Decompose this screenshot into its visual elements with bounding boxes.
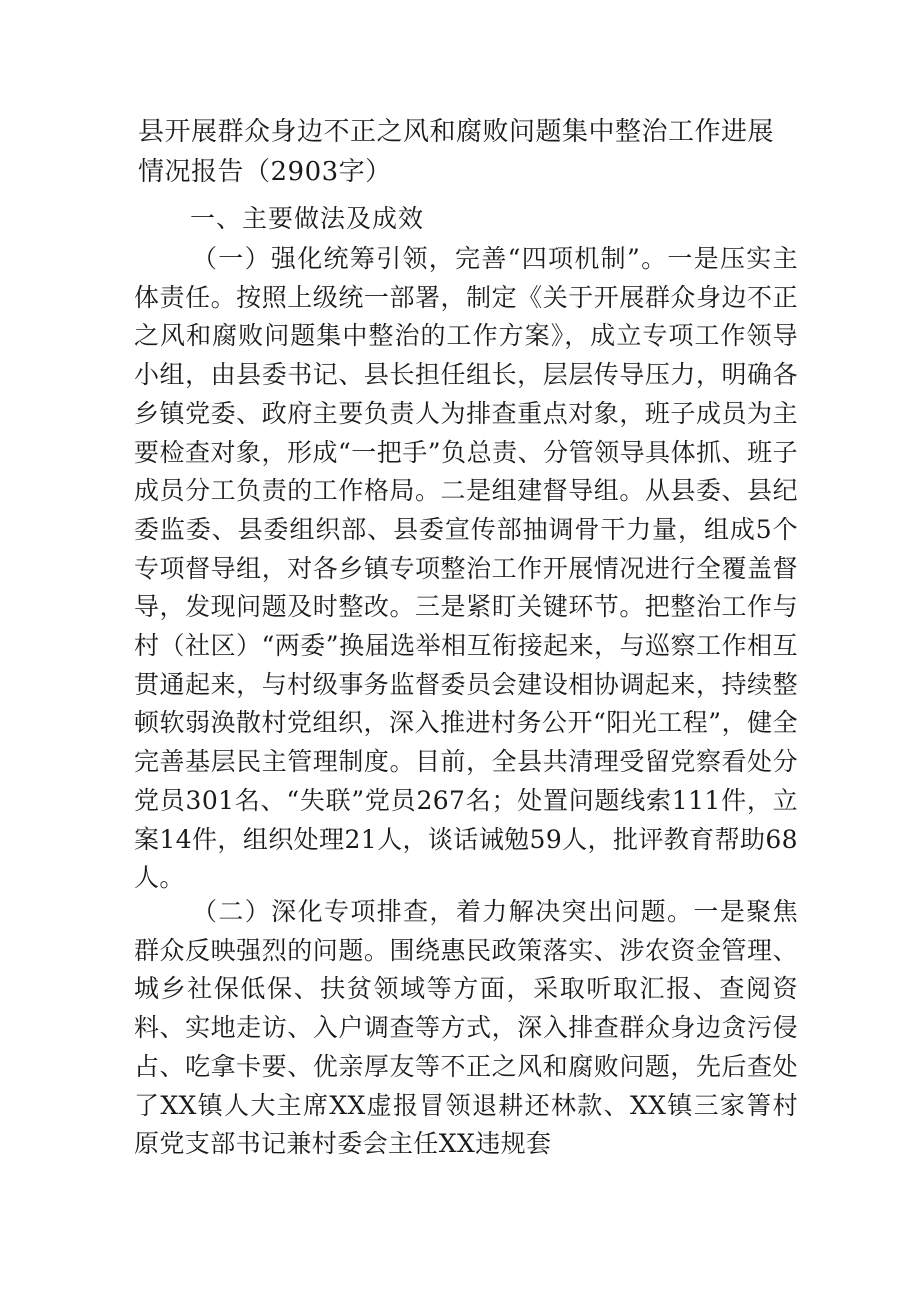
document-title: 县开展群众身边不正之风和腐败问题集中整治工作进展情况报告（2903字） <box>138 117 775 187</box>
section-heading: 一、主要做法及成效 <box>190 204 425 233</box>
body-paragraph: （二）深化专项排查，着力解决突出问题。一是聚焦群众反映强烈的问题。围绕惠民政策落实、涉农资金管理、城乡社保低保、扶贫领域等方面，采取听取汇报、查阅资料、实地走访、入户调查等方式，深入排查群众身边贪污侵占、吃拿卡要、优亲厚友等不正之风和腐败问题，先后查处了XX镇人大主席XX虚报冒领退耕还林款、XX镇三家箐村原党支部书记兼村委会主任XX违规套 <box>134 897 798 1159</box>
body-paragraph: （一）强化统筹引领，完善“四项机制”。一是压实主体责任。按照上级统一部署，制定《关于开展群众身边不正之风和腐败问题集中整治的工作方案》，成立专项工作领导小组，由县委书记、县长担任组长，层层传导压力，明确各乡镇党委、政府主要负责人为排查重点对象，班子成员为主要检查对象，形成“一把手”负总责、分管领导具体抓、班子成员分工负责的工作格局。二是组建督导组。从县委、县纪委监委、县委组织部、县委宣传部抽调骨干力量，组成5个专项督导组，对各乡镇专项整治工作开展情况进行全覆盖督导，发现问题及时整改。三是紧盯关键环节。把整治工作与村（社区）“两委”换届选举相互衔接起来，与巡察工作相互贯通起来，与村级事务监督委员会建设相协调起来，持续整顿软弱涣散村党组织，深入推进村务公开“阳光工程”，健全完善基层民主管理制度。目前，全县共清理受留党察看处分党员301名、“失联”党员267名；处置问题线索111件，立案14件，组织处理21人，谈话诫勉59人，批评教育帮助68人。 <box>134 244 798 893</box>
